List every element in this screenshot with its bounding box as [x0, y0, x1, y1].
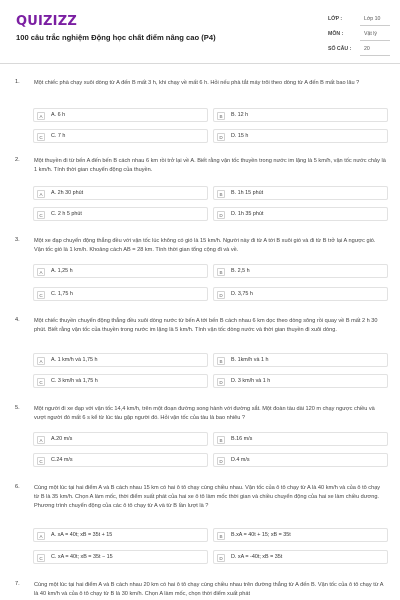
option-letter: D: [217, 554, 225, 562]
option-d[interactable]: [213, 207, 388, 221]
meta-divider: [360, 25, 390, 26]
option-text: C. 3 km/h và 1,75 h: [51, 378, 98, 384]
option-text: D. 3 km/h và 1 h: [231, 378, 271, 384]
question-number: 6.: [15, 484, 20, 490]
option-text: C.24 m/s: [51, 457, 73, 463]
option-b[interactable]: [213, 264, 388, 278]
option-d[interactable]: [213, 287, 388, 301]
question-text: Cùng một lúc tại hai điểm A và B cách nhau 20 km có hai ô tô chạy cùng chiều nhau trên đường thẳng từ A đến B. Vận tốc của ô tô chạy từ A là 40 km/h và của ô tô chạy từ B là 30 km/h. Chọn A làm mốc, chọn thời điểm xuất phát: [34, 582, 384, 597]
option-letter: D: [217, 378, 225, 386]
option-letter: B: [217, 532, 225, 540]
question-text: Một người đi xe đạp với vận tốc 14,4 km/h, trên một đoạn đường song hành với đường sắt. Một đoàn tàu dài 120 m chạy ngược chiều và vượt người đó mất 6 s kể từ lúc tàu gặp người đó. Hỏi vận tốc của tàu là bao nhiêu ?: [34, 406, 375, 421]
option-a[interactable]: [33, 432, 208, 446]
question-number: 1.: [15, 79, 20, 85]
option-c[interactable]: [33, 374, 208, 388]
option-letter: D: [217, 211, 225, 219]
option-text: B. 1km/h và 1 h: [231, 357, 269, 363]
option-letter: A: [37, 436, 45, 444]
question-text: Một chiếc phà chạy xuôi dòng từ A đến B mất 3 h, khi chạy về mất 6 h. Hỏi nếu phà tắt máy trôi theo dòng từ A đến B mất bao lâu ?: [34, 80, 360, 86]
option-letter: A: [37, 268, 45, 276]
option-letter: B: [217, 112, 225, 120]
option-text: C. 7 h: [51, 133, 66, 139]
option-c[interactable]: [33, 453, 208, 467]
option-b[interactable]: [213, 432, 388, 446]
option-letter: D: [217, 291, 225, 299]
worksheet-header: [0, 0, 400, 64]
question-number: 4.: [15, 317, 20, 323]
option-letter: C: [37, 378, 45, 386]
page-title: 100 câu trắc nghiệm Động học chất điểm nâng cao (P4): [16, 33, 216, 42]
option-text: B. 2,5 h: [231, 268, 250, 274]
option-letter: D: [217, 457, 225, 465]
option-text: C. xA = 40t; xB = 35t − 15: [51, 554, 113, 560]
meta-class-label: LỚP :: [328, 16, 343, 22]
option-b[interactable]: [213, 108, 388, 122]
meta-divider: [360, 40, 390, 41]
option-text: B.xA = 40t + 15; xB = 35t: [231, 532, 291, 538]
option-letter: B: [217, 357, 225, 365]
option-text: C. 1,75 h: [51, 291, 73, 297]
option-text: D.4 m/s: [231, 457, 250, 463]
option-text: D. xA = -40t; xB = 35t: [231, 554, 283, 560]
option-c[interactable]: [33, 287, 208, 301]
option-text: A. 6 h: [51, 112, 66, 118]
meta-subject-label: MÔN :: [328, 31, 344, 37]
option-letter: C: [37, 211, 45, 219]
option-letter: D: [217, 133, 225, 141]
meta-count-value: 20: [364, 46, 370, 52]
option-c[interactable]: [33, 550, 208, 564]
option-text: D. 3,75 h: [231, 291, 253, 297]
option-text: A. 1 km/h và 1,75 h: [51, 357, 98, 363]
option-b[interactable]: [213, 353, 388, 367]
question-number: 7.: [15, 581, 20, 587]
option-letter: C: [37, 554, 45, 562]
option-text: A. 2h 30 phút: [51, 190, 84, 196]
option-text: B. 12 h: [231, 112, 249, 118]
option-text: B. 1h 15 phút: [231, 190, 264, 196]
option-text: B.16 m/s: [231, 436, 253, 442]
meta-count-label: SỐ CÂU :: [328, 46, 352, 52]
option-c[interactable]: [33, 207, 208, 221]
question-number: 5.: [15, 405, 20, 411]
option-a[interactable]: [33, 264, 208, 278]
option-c[interactable]: [33, 129, 208, 143]
option-text: A. 1,25 h: [51, 268, 73, 274]
meta-class-value: Lớp 10: [364, 16, 381, 22]
option-a[interactable]: [33, 528, 208, 542]
question-number: 3.: [15, 237, 20, 243]
option-text: D. 1h 35 phút: [231, 211, 264, 217]
meta-subject-value: Vật lý: [364, 31, 377, 37]
option-letter: C: [37, 133, 45, 141]
option-letter: C: [37, 291, 45, 299]
option-b[interactable]: [213, 186, 388, 200]
option-letter: A: [37, 357, 45, 365]
meta-divider: [360, 55, 390, 56]
option-d[interactable]: [213, 453, 388, 467]
option-letter: B: [217, 436, 225, 444]
option-a[interactable]: [33, 353, 208, 367]
option-letter: C: [37, 457, 45, 465]
option-a[interactable]: [33, 108, 208, 122]
option-letter: A: [37, 190, 45, 198]
option-text: A.20 m/s: [51, 436, 73, 442]
option-text: D. 15 h: [231, 133, 249, 139]
option-d[interactable]: [213, 129, 388, 143]
option-text: A. xA = 40t; xB = 35t + 15: [51, 532, 113, 538]
option-letter: B: [217, 268, 225, 276]
question-number: 2.: [15, 157, 20, 163]
option-letter: B: [217, 190, 225, 198]
option-b[interactable]: [213, 528, 388, 542]
option-letter: A: [37, 112, 45, 120]
question-text: Một thuyền đi từ bến A đến bến B cách nhau 6 km rồi trở lại về A. Biết rằng vận tốc thuyền trong nước im lặng là 5 km/h, vận tốc nước chảy là 1 km/h. Tính thời gian chuyển động của thuyền.: [34, 158, 386, 173]
question-text: Cùng một lúc tại hai điểm A và B cách nhau 15 km có hai ô tô chạy cùng chiều nhau. Vận tốc của ô tô chạy từ A là 40 km/h và của ô tô chạy từ B là 35 km/h. Chọn A làm mốc, thời điểm xuất phát của hai xe ô tô làm mốc thời gian và chiều chuyển động của hai xe làm chiều dương. Phương trình chuyển động của các ô tô chạy từ A và từ B lần lượt là ?: [34, 485, 381, 509]
option-a[interactable]: [33, 186, 208, 200]
option-d[interactable]: [213, 374, 388, 388]
option-letter: A: [37, 532, 45, 540]
option-text: C. 2 h 5 phút: [51, 211, 82, 217]
question-text: Một chiếc thuyền chuyển động thẳng đều xuôi dòng nước từ bến A tới bến B cách nhau 6 km dọc theo dòng sông rồi quay về B mất 2 h 30 phút. Biết rằng vận tốc của thuyền trong nước im lặng là 5 km/h. Tính vận tốc dòng nước và thời gian thuyền đi xuôi dòng.: [34, 318, 378, 333]
question-text: Một xe đạp chuyển động thẳng đều với vận tốc lúc không có gió là 15 km/h. Người này đi từ A tới B xuôi gió và đi từ B trở lại A ngược gió. Vận tốc gió là 1 km/h. Khoảng cách AB = 28 km. Tính thời gian tổng cộng đi và về.: [34, 238, 376, 253]
quizizz-logo: QUIZIZZ: [16, 14, 77, 29]
option-d[interactable]: [213, 550, 388, 564]
